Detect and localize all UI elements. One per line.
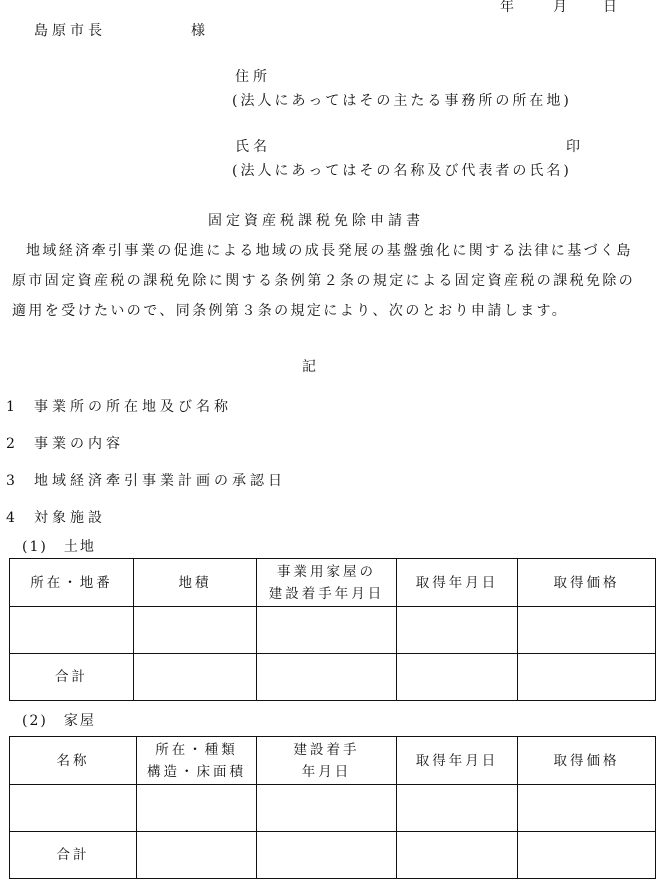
land-table [9,558,656,701]
table-header-cell: 地積 [134,559,257,607]
table-row-total [10,654,656,701]
name-note: (法人にあってはその名称及び代表者の氏名) [232,163,572,179]
document-title: 固定資産税課税免除申請書 [208,213,424,229]
table-header-cell: 取得年月日 [397,737,518,785]
date-day: 日 [603,0,617,15]
table-header-cell: 建設着手 年月日 [257,737,397,785]
table-cell[interactable] [518,654,656,701]
table-cell[interactable] [397,654,518,701]
building-table [9,736,656,879]
date-month: 月 [553,0,567,15]
table-header-cell: 事業用家屋の 建設着手年月日 [257,559,397,607]
table-header-cell: 取得価格 [518,737,656,785]
table-cell[interactable] [137,832,257,879]
body-paragraph: 地域経済牽引事業の促進による地域の成長発展の基盤強化に関する法律に基づく島原市固定資産税の課税免除に関する条例第２条の規定による固定資産税の課税免除の適用を受けたいので、同条例第３条の規定により、次のとおり申請します。 [12,243,636,319]
date-year: 年 [500,0,514,15]
table-header-cell: 所在・地番 [10,559,134,607]
name-label: 氏名 [235,139,271,155]
addressee-honorific: 様 [191,23,205,39]
total-label-cell: 合計 [10,654,134,701]
table-header-cell: 取得価格 [518,559,656,607]
item-number: 4 [6,510,15,526]
item-label: 事業所の所在地及び名称 [34,399,232,415]
table-header-cell: 名称 [10,737,137,785]
address-note: (法人にあってはその主たる事務所の所在地) [232,93,572,109]
item-number: 3 [6,473,15,489]
total-label-cell: 合計 [10,832,137,879]
table-cell[interactable] [134,607,257,654]
table-row [10,607,656,654]
seal-mark: 印 [566,139,580,155]
table-cell[interactable] [257,785,397,832]
land-heading: (1) 土地 [22,539,96,555]
table-cell[interactable] [257,832,397,879]
table-cell[interactable] [518,832,656,879]
table-row [10,785,656,832]
item-label: 対象施設 [34,510,106,526]
table-cell[interactable] [397,785,518,832]
table-header-cell: 所在・種類 構造・床面積 [137,737,257,785]
table-cell[interactable] [134,654,257,701]
table-cell[interactable] [10,607,134,654]
item-number: 2 [6,436,15,452]
item-number: 1 [6,399,15,415]
building-heading: (2) 家屋 [22,713,96,729]
table-cell[interactable] [10,785,137,832]
address-label: 住所 [235,69,271,85]
item-label: 地域経済牽引事業計画の承認日 [34,473,286,489]
ki-mark: 記 [302,359,316,375]
table-cell[interactable] [137,785,257,832]
table-cell[interactable] [257,607,397,654]
table-header-row [10,559,656,607]
table-cell[interactable] [518,607,656,654]
table-header-cell: 取得年月日 [397,559,518,607]
table-row-total [10,832,656,879]
table-header-row [10,737,656,785]
addressee-name: 島原市長 [34,23,106,39]
table-cell[interactable] [518,785,656,832]
item-label: 事業の内容 [34,436,124,452]
table-cell[interactable] [397,607,518,654]
table-cell[interactable] [257,654,397,701]
table-cell[interactable] [397,832,518,879]
